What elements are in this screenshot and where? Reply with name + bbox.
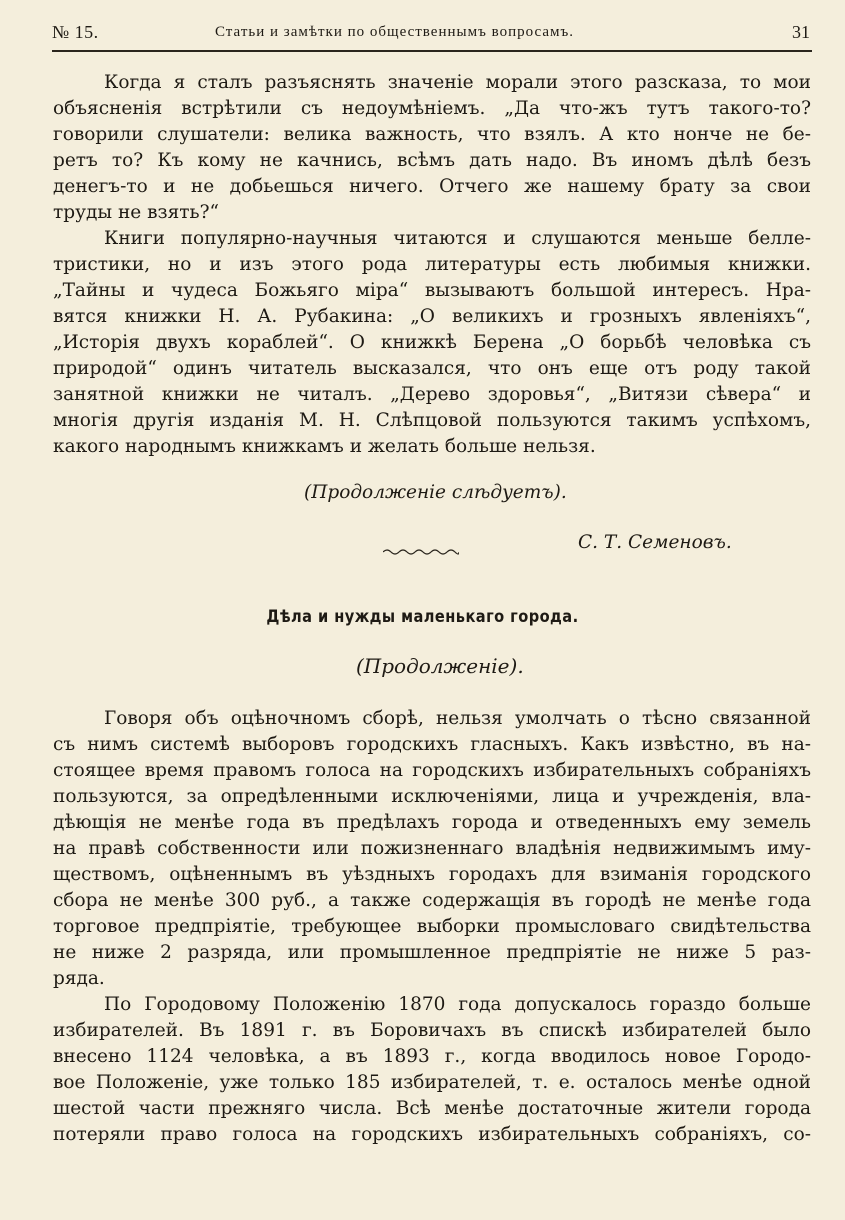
text-line: не ниже 2 разряда, или промышленное предпрiятiе не ниже 5 раз- <box>53 942 811 963</box>
text-line: По Городовому Положенiю 1870 года допускалось гораздо больше <box>104 994 811 1015</box>
text-line: съ нимъ системѣ выборовъ городскихъ гласныхъ. Какъ извѣстно, въ на- <box>53 734 811 755</box>
text-line: потеряли право голоса на городскихъ избирательныхъ собранiяхъ, со- <box>53 1124 811 1145</box>
text-line: „Тайны и чудеса Божьяго мiра“ вызываютъ большой интересъ. Нра- <box>53 280 811 301</box>
continued-note: (Продолженiе слѣдуетъ). <box>304 482 567 503</box>
text-line: внесено 1124 человѣка, а въ 1893 г., когда вводилось новое Городо- <box>53 1046 811 1067</box>
text-line: дѣющiя не менѣе года въ предѣлахъ города и отведенныхъ ему земель <box>53 812 811 833</box>
text-line: денегъ-то и не добьешься ничего. Отчего же нашему брату за свои <box>53 176 811 197</box>
text-line: занятной книжки не читалъ. „Дерево здоровья“, „Витязи сѣвера“ и <box>53 384 811 405</box>
text-line: объясненiя встрѣтили съ недоумѣнiемъ. „Да что-жъ тутъ такого-то? <box>53 98 811 119</box>
text-line: шестой части прежняго числа. Всѣ менѣе достаточные жители города <box>53 1098 811 1119</box>
text-line: Книги популярно-научныя читаются и слушаются меньше белле- <box>104 228 811 249</box>
ornament-divider <box>383 548 459 556</box>
text-line: сбора не менѣе 300 руб., а также содержащiя въ городѣ не менѣе года <box>53 890 811 911</box>
text-line: избирателей. Въ 1891 г. въ Боровичахъ въ спискѣ избирателей было <box>53 1020 811 1041</box>
text-line: Когда я сталъ разъяснять значенiе морали этого разсказа, то мои <box>104 72 811 93</box>
running-title: Статьи и замѣтки по общественнымъ вопросамъ. <box>215 24 574 40</box>
page-number: 31 <box>792 22 810 42</box>
text-line: пользуются, за опредѣленными исключенiями, лица и учрежденiя, вла- <box>53 786 811 807</box>
text-line: какого народнымъ книжкамъ и желать больше нельзя. <box>53 436 596 457</box>
text-line: вятся книжки Н. А. Рубакина: „О великихъ и грозныхъ явленiяхъ“, <box>53 306 811 327</box>
header-rule <box>52 50 812 52</box>
text-line: говорили слушатели: велика важность, что взялъ. А кто нонче не бе- <box>53 124 811 145</box>
text-line: „Исторiя двухъ кораблей“. О книжкѣ Берена „О борьбѣ человѣка съ <box>53 332 811 353</box>
text-line: торговое предпрiятiе, требующее выборки промысловаго свидѣтельства <box>53 916 811 937</box>
section-subtitle: (Продолженiе). <box>356 654 524 678</box>
text-line: ряда. <box>53 968 105 989</box>
text-line: природой“ одинъ читатель высказался, что онъ еще отъ роду такой <box>53 358 811 379</box>
section-title: Дѣла и нужды маленькаго города. <box>266 607 579 627</box>
text-line: стоящее время правомъ голоса на городскихъ избирательныхъ собранiяхъ <box>53 760 811 781</box>
text-line: Говоря объ оцѣночномъ сборѣ, нельзя умолчать о тѣсно связанной <box>104 708 811 729</box>
text-line: тристики, но и изъ этого рода литературы есть любимыя книжки. <box>53 254 811 275</box>
text-line: ществомъ, оцѣненнымъ въ уѣздныхъ городахъ для взиманiя городского <box>53 864 811 885</box>
running-header <box>52 22 814 48</box>
text-line: вое Положенiе, уже только 185 избирателей, т. е. осталось менѣе одной <box>53 1072 811 1093</box>
text-line: многiя другiя изданiя М. Н. Слѣпцовой пользуются такимъ успѣхомъ, <box>53 410 811 431</box>
text-line: труды не взять?“ <box>53 202 219 223</box>
issue-number: № 15. <box>52 22 99 42</box>
text-line: ретъ то? Къ кому не качнись, всѣмъ дать надо. Въ иномъ дѣлѣ безъ <box>53 150 811 171</box>
text-line: на правѣ собственности или пожизненнаго владѣнiя недвижимымъ иму- <box>53 838 811 859</box>
author-signature: С. Т. Семеновъ. <box>578 532 732 553</box>
